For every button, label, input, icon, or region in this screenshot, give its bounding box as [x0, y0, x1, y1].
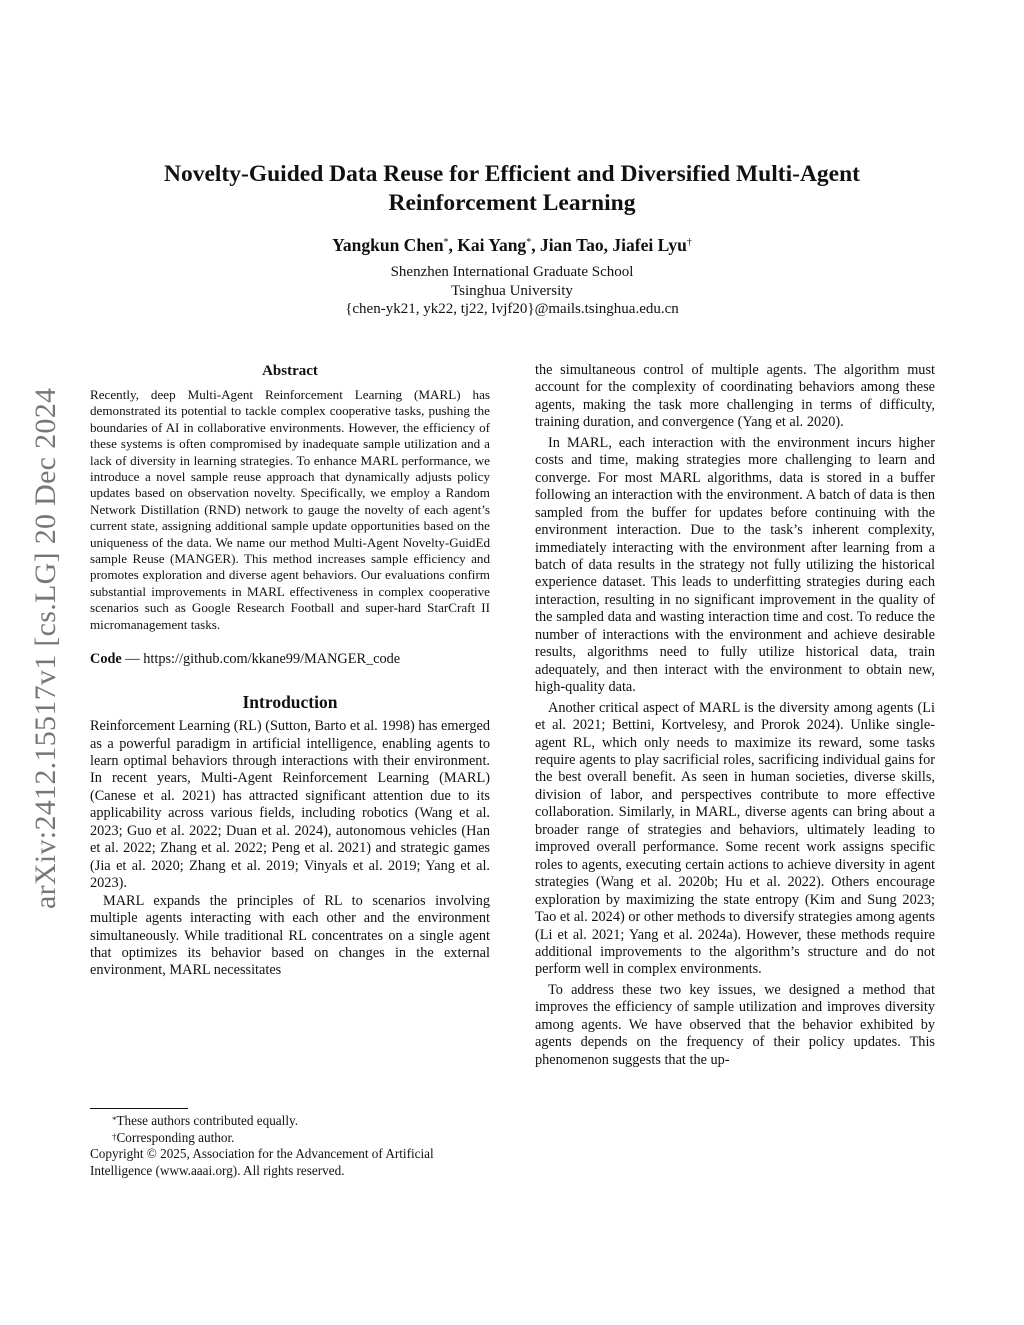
affiliation-school: Shenzhen International Graduate School	[390, 264, 634, 280]
left-column	[90, 362, 490, 980]
body-paragraph: To address these two key issues, we designed a method that improves the efficiency of sample utilization and improves diversity among agents. We have observed that the behavior exhibited by agents depends on the frequency of their policy updates. This phenomenon suggests that the up-	[535, 981, 935, 1068]
introduction-heading: Introduction	[242, 692, 338, 713]
code-url-link[interactable]: https://github.com/kkane99/MANGER_code	[143, 651, 401, 668]
author-name: Jiafei Lyu	[612, 235, 687, 255]
abstract-heading: Abstract	[262, 363, 318, 379]
author-name: Kai Yang	[457, 235, 527, 255]
copyright-notice: Copyright © 2025, Association for the Advancement of Artificial Intelligence (www.aaai.org). All rights reserved.	[90, 1146, 434, 1178]
title-line-1: Novelty-Guided Data Reuse for Efficient and Diversified Multi-Agent	[163, 161, 860, 187]
body-paragraph: the simultaneous control of multiple agents. The algorithm must account for the complexity of coordinating behaviors among these agents, making the task more challenging in terms of difficulty, training duration, and convergence (Yang et al. 2020).	[535, 362, 935, 431]
footnote-mark: *	[112, 1115, 117, 1125]
introduction-paragraph: Reinforcement Learning (RL) (Sutton, Barto et al. 1998) has emerged as a powerful paradigm in artificial intelligence, enabling agents to learn optimal behaviors through interactions with their environment. In recent years, Multi-Agent Reinforcement Learning (MARL) (Canese et al. 2021) has attracted significant attention due to its applicability across various fields, including robotics (Wang et al. 2023; Guo et al. 2022; Duan et al. 2024), autonomous vehicles (Han et al. 2022; Zhang et al. 2022; Peng et al. 2021) and strategic games (Jia et al. 2020; Zhang et al. 2019; Vinyals et al. 2019; Yang et al. 2023).	[90, 718, 490, 892]
footnote-mark: †	[112, 1131, 117, 1142]
footnote-text: These authors contributed equally.	[116, 1113, 299, 1128]
code-separator: —	[121, 651, 144, 668]
footnote-equal-contribution	[90, 1113, 490, 1130]
affiliation-university: Tsinghua University	[451, 282, 573, 299]
code-label: Code	[90, 651, 122, 668]
author-name: Yangkun Chen	[332, 235, 444, 255]
corresponding-author-mark: †	[686, 237, 692, 248]
body-paragraph: Another critical aspect of MARL is the diversity among agents (Li et al. 2021; Bettini, Kortvelesy, and Prorok 2024). Unlike single-agent RL, which only needs to maximize its reward, some tasks require agents to play sacrificial roles, sacrificing individual gains for the best overall benefit. As seen in human societies, diverse skills, division of labor, and perspectives contribute to more effective collaboration. Similarly, in MARL, diverse agents can bring about a broader range of strategies and behaviors, ultimately leading to improved overall performance. Some recent work assigns specific roles to agents, executing certain actions to achieve diversity in agent strategies (Wang et al. 2020b; Hu et al. 2022). Others encourage exploration by maximizing the state entropy (Kim and Sung 2023; Tao et al. 2024) or other methods to diversify strategies among agents (Li et al. 2021; Yang et al. 2024a). However, these methods require additional improvements to the algorithm’s structure and do not perform well in complex environments.	[535, 699, 935, 978]
introduction-paragraph: MARL expands the principles of RL to scenarios involving multiple agents interacting with each other and the environment simultaneously. While traditional RL concentrates on a single agent that optimizes its behavior based on changes in the external environment, MARL necessitates	[90, 892, 490, 979]
code-link-line	[90, 650, 490, 668]
abstract-text: Recently, deep Multi-Agent Reinforcement Learning (MARL) has demonstrated its potential to tackle complex cooperative tasks, pushing the boundaries of AI in collaborative environments. However, the efficiency of these systems is often compromised by inadequate sample utilization and a lack of diversity in learning strategies. To enhance MARL performance, we introduce a novel sample reuse approach that dynamically adjusts policy updates based on observation novelty. Specifically, we employ a Random Network Distillation (RND) network to gauge the novelty of each agent’s current state, assigning additional sample update opportunities based on the uniqueness of the data. We name our method Multi-Agent Novelty-GuidEd sample Reuse (MANGER). This method increases sample efficiency and promotes exploration and diverse agent behaviors. Our evaluations confirm substantial improvements in MARL effectiveness in complex cooperative scenarios such as Google Research Football and super-hard StarCraft II micromanagement tasks.	[90, 387, 490, 632]
arxiv-identifier-stamp: arXiv:2412.15517v1 [cs.LG] 20 Dec 2024	[29, 387, 62, 909]
paper-title	[120, 160, 904, 218]
author-list: Yangkun Chen*, Kai Yang*, Jian Tao, Jiafei Lyu†	[332, 235, 692, 255]
affiliation-emails: {chen-yk21, yk22, tj22, lvjf20}@mails.tsinghua.edu.cn	[345, 301, 679, 317]
footnote-text: Corresponding author.	[116, 1129, 235, 1145]
footnote-rule	[90, 1108, 188, 1109]
equal-contribution-mark: *	[443, 237, 449, 248]
equal-contribution-mark: *	[526, 237, 532, 248]
body-paragraph: In MARL, each interaction with the environment incurs higher costs and time, making strategies more challenging to learn and converge. For most MARL algorithms, data is stored in a buffer following an interaction with the environment. A batch of data is then sampled from the buffer for updates before continuing with the environment interaction. Due to the task’s inherent complexity, immediately interacting with the environment after learning from a batch of data results in the strategy not fully utilizing the historical experience dataset. This leads to underfitting strategies during each interaction, resulting in no significant improvement in the quality of the sampled data and wasting interaction time and cost. To reduce the number of interactions with the environment and achieve desirable results, algorithms need to fully utilize historical data, train adequately, and then interact with the environment to obtain new, high-quality data.	[535, 434, 935, 696]
title-line-2: Reinforcement Learning	[388, 190, 636, 216]
footnotes	[90, 1108, 490, 1179]
footnote-corresponding	[90, 1130, 490, 1147]
affiliation-block	[120, 263, 904, 319]
author-name: Jian Tao	[539, 235, 604, 255]
right-column	[535, 362, 935, 1069]
